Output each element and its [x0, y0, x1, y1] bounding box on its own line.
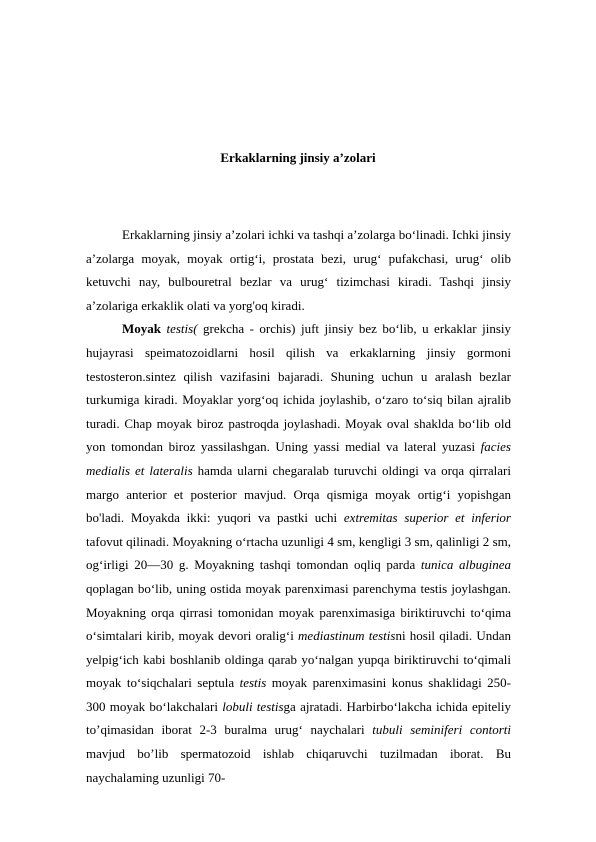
body-text: grekcha - orchis) juft jinsiy bez bo‘lib, u erkaklar jinsiy hujayrasi speimatozoidlarni hosil qilish va erkaklarning jinsiy gormoni testosteron.sintez qilish vazifasini bajaradi. Shuning uchun u aralash bezlar turkumiga kiradi. Moyaklar yorg‘oq ichida joylashib, o‘zaro to‘siq bilan ajralib turadi. Chap moyak biroz pastroqda joylashadi. Moyak oval shaklda bo‘lib old yon tomondan biroz yassilashgan. Uning yassi medial va lateral yuzasi: [86, 321, 511, 455]
body-text: hamda ularni chegaralab turuvchi oldingi va orqa qirralari margo anterior et posterior mavjud. Orqa qismiga moyak ortig‘i yopishgan bo'ladi. Moyakda ikki: yuqori va pastki uchi: [86, 462, 511, 526]
latin-term: testis: [239, 675, 267, 691]
page-title: Erkaklarning jinsiy a’zolari: [220, 150, 376, 165]
latin-term: testis(: [166, 321, 198, 337]
term-moyak: Moyak: [122, 321, 161, 337]
body-text: tafovut qilinadi. Moyakning o‘rtacha uzunligi 4 sm, kengligi 3 sm, qalinligi 2 sm, og‘irligi 20—30 g. Moyakning tashqi tomondan oqliq parda: [86, 533, 511, 573]
body-text: mavjud bo’lib spermatozoid ishlab chiqaruvchi tuzilmadan iborat. Bu naychalaming uzunligi 70-: [86, 746, 511, 785]
paragraph-moyak: [86, 317, 511, 789]
latin-term: facies medialis et lateralis: [86, 439, 511, 478]
body-text: ni hosil qiladi. Undan yelpig‘ich kabi boshlanib oldinga qarab yo‘nalgan yupqa biriktiruvchi to‘qimali moyak to‘siqchalari septula: [86, 628, 511, 691]
paragraph-intro: Erkaklarning jinsiy a’zolari ichki va tashqi a’zolarga bo‘linadi. Ichki jinsiy a’zolarga moyak, moyak ortig‘i, prostata bezi, urug‘ pufakchasi, urug‘ olib ketuvchi nay, bulbouretral bezlar va urug‘ tizimchasi kiradi. Tashqi jinsiy a’zolariga erkaklik olati va yorg'oq kiradi.: [86, 227, 511, 313]
latin-term: extremitas superior et inferior: [343, 510, 511, 526]
latin-term: tunica albuginea: [420, 557, 511, 573]
body-text: qoplagan bo‘lib, uning ostida moyak parenximasi parenchyma testis joylashgan. Moyakning orqa qirrasi tomonidan moyak parenximasiga biriktiruvchi to‘qima o‘simtalari kirib, moyak devori oralig‘i: [86, 580, 511, 644]
latin-term: mediastinum testis: [298, 628, 396, 644]
latin-term: lobuli testis: [222, 698, 284, 714]
document-body: [86, 223, 511, 789]
body-text: ga ajratadi. Harbirbo‘lakcha ichida epiteliy to’qimasidan iborat 2-3 buralma urug‘ naychalari: [86, 698, 511, 738]
latin-term: tubuli seminiferi contorti: [372, 722, 511, 738]
body-text: moyak parenximasini konus shaklidagi 250-300 moyak bo‘lakchalari: [86, 675, 511, 714]
